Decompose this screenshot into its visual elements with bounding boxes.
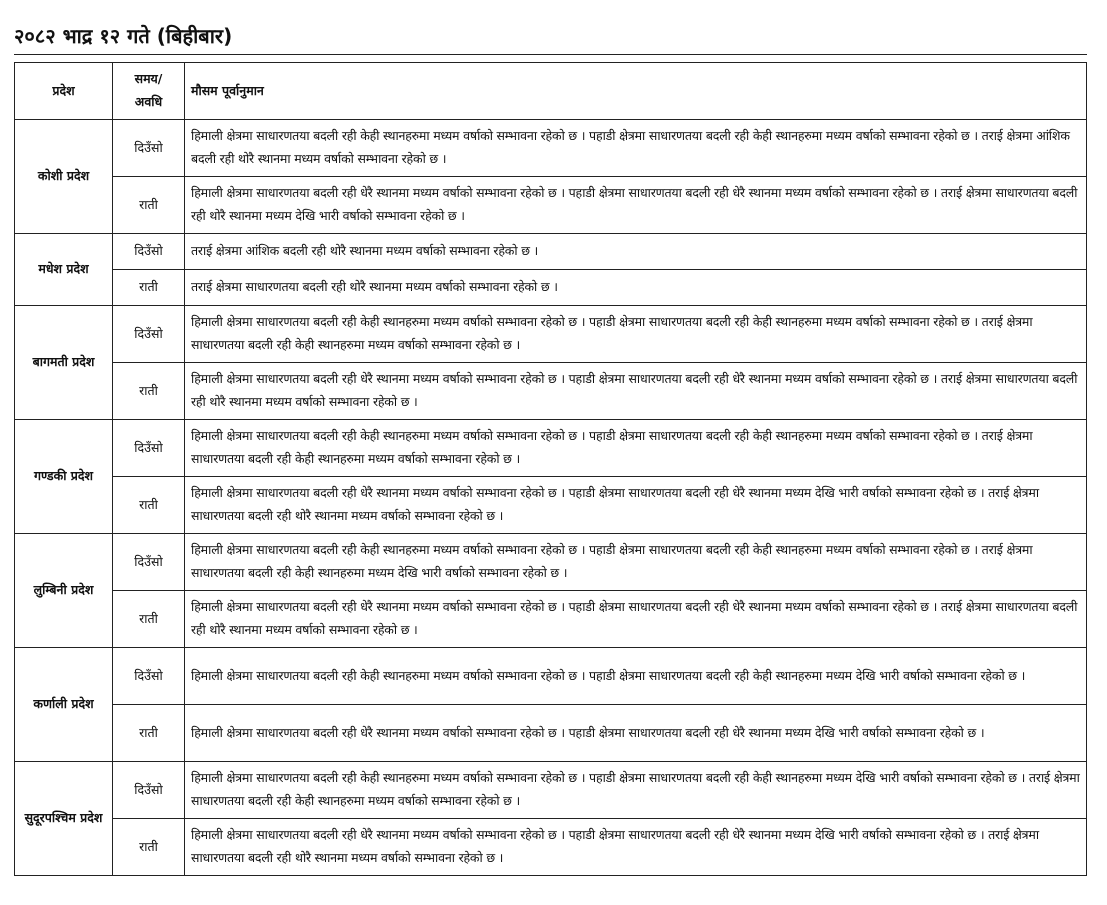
time-period: राती xyxy=(113,270,185,306)
title-divider xyxy=(14,54,1087,55)
province-name: बागमती प्रदेश xyxy=(15,306,113,420)
forecast-text: हिमाली क्षेत्रमा साधारणतया बदली रही धेरै स्थानमा मध्यम वर्षाको सम्भावना रहेको छ । पहाडी क्षेत्रमा साधारणतया बदली रही धेरै स्थानमा मध्यम देखि भारी वर्षाको सम्भावना रहेको छ । तराई क्षेत्रमा साधारणतया बदली रही थोरै स्थानमा मध्यम वर्षाको सम्भावना रहेको छ । xyxy=(185,819,1087,876)
forecast-text: हिमाली क्षेत्रमा साधारणतया बदली रही धेरै स्थानमा मध्यम वर्षाको सम्भावना रहेको छ । पहाडी क्षेत्रमा साधारणतया बदली रही धेरै स्थानमा मध्यम वर्षाको सम्भावना रहेको छ । तराई क्षेत्रमा साधारणतया बदली रही थोरै स्थानमा मध्यम वर्षाको सम्भावना रहेको छ । xyxy=(185,363,1087,420)
table-header-row xyxy=(15,63,1087,120)
table-row xyxy=(15,591,1087,648)
forecast-column-header: मौसम पूर्वानुमान xyxy=(185,63,1087,120)
time-period: दिउँसो xyxy=(113,648,185,705)
time-period: दिउँसो xyxy=(113,120,185,177)
table-row xyxy=(15,234,1087,270)
time-period: राती xyxy=(113,591,185,648)
forecast-text: तराई क्षेत्रमा साधारणतया बदली रही थोरै स्थानमा मध्यम वर्षाको सम्भावना रहेको छ । xyxy=(185,270,1087,306)
page-title: २०८२ भाद्र १२ गते (बिहीबार) xyxy=(14,24,233,48)
table-row xyxy=(15,120,1087,177)
forecast-text: हिमाली क्षेत्रमा साधारणतया बदली रही केही स्थानहरुमा मध्यम वर्षाको सम्भावना रहेको छ । पहाडी क्षेत्रमा साधारणतया बदली रही केही स्थानहरुमा मध्यम वर्षाको सम्भावना रहेको छ । तराई क्षेत्रमा साधारणतया बदली रही केही स्थानहरुमा मध्यम देखि भारी वर्षाको सम्भावना रहेको छ । xyxy=(185,534,1087,591)
table-row xyxy=(15,177,1087,234)
table-row xyxy=(15,534,1087,591)
forecast-text: तराई क्षेत्रमा आंशिक बदली रही थोरै स्थानमा मध्यम वर्षाको सम्भावना रहेको छ । xyxy=(185,234,1087,270)
time-period: राती xyxy=(113,705,185,762)
time-period: दिउँसो xyxy=(113,234,185,270)
table-row xyxy=(15,648,1087,705)
time-period: दिउँसो xyxy=(113,420,185,477)
table-row xyxy=(15,705,1087,762)
forecast-table xyxy=(14,62,1087,876)
table-row xyxy=(15,477,1087,534)
province-name: सुदूरपश्चिम प्रदेश xyxy=(15,762,113,876)
province-name: कोशी प्रदेश xyxy=(15,120,113,234)
time-period: राती xyxy=(113,177,185,234)
province-name: लुम्बिनी प्रदेश xyxy=(15,534,113,648)
forecast-text: हिमाली क्षेत्रमा साधारणतया बदली रही केही स्थानहरुमा मध्यम वर्षाको सम्भावना रहेको छ । पहाडी क्षेत्रमा साधारणतया बदली रही केही स्थानहरुमा मध्यम देखि भारी वर्षाको सम्भावना रहेको छ । xyxy=(185,648,1087,705)
table-row xyxy=(15,762,1087,819)
forecast-text: हिमाली क्षेत्रमा साधारणतया बदली रही धेरै स्थानमा मध्यम वर्षाको सम्भावना रहेको छ । पहाडी क्षेत्रमा साधारणतया बदली रही धेरै स्थानमा मध्यम वर्षाको सम्भावना रहेको छ । तराई क्षेत्रमा साधारणतया बदली रही थोरै स्थानमा मध्यम वर्षाको सम्भावना रहेको छ । xyxy=(185,591,1087,648)
time-period: राती xyxy=(113,477,185,534)
forecast-text: हिमाली क्षेत्रमा साधारणतया बदली रही केही स्थानहरुमा मध्यम वर्षाको सम्भावना रहेको छ । पहाडी क्षेत्रमा साधारणतया बदली रही केही स्थानहरुमा मध्यम वर्षाको सम्भावना रहेको छ । तराई क्षेत्रमा आंशिक बदली रही थोरै स्थानमा मध्यम वर्षाको सम्भावना रहेको छ । xyxy=(185,120,1087,177)
time-period: दिउँसो xyxy=(113,306,185,363)
table-row xyxy=(15,270,1087,306)
time-period: राती xyxy=(113,819,185,876)
province-name: कर्णाली प्रदेश xyxy=(15,648,113,762)
table-row xyxy=(15,819,1087,876)
time-period: दिउँसो xyxy=(113,762,185,819)
forecast-text: हिमाली क्षेत्रमा साधारणतया बदली रही केही स्थानहरुमा मध्यम वर्षाको सम्भावना रहेको छ । पहाडी क्षेत्रमा साधारणतया बदली रही केही स्थानहरुमा मध्यम वर्षाको सम्भावना रहेको छ । तराई क्षेत्रमा साधारणतया बदली रही केही स्थानहरुमा मध्यम वर्षाको सम्भावना रहेको छ । xyxy=(185,306,1087,363)
time-period: दिउँसो xyxy=(113,534,185,591)
province-column-header: प्रदेश xyxy=(15,63,113,120)
forecast-text: हिमाली क्षेत्रमा साधारणतया बदली रही धेरै स्थानमा मध्यम वर्षाको सम्भावना रहेको छ । पहाडी क्षेत्रमा साधारणतया बदली रही धेरै स्थानमा मध्यम देखि भारी वर्षाको सम्भावना रहेको छ । तराई क्षेत्रमा साधारणतया बदली रही थोरै स्थानमा मध्यम वर्षाको सम्भावना रहेको छ । xyxy=(185,477,1087,534)
table-row xyxy=(15,306,1087,363)
province-name: गण्डकी प्रदेश xyxy=(15,420,113,534)
province-name: मधेश प्रदेश xyxy=(15,234,113,306)
table-row xyxy=(15,420,1087,477)
table-row xyxy=(15,363,1087,420)
forecast-text: हिमाली क्षेत्रमा साधारणतया बदली रही केही स्थानहरुमा मध्यम वर्षाको सम्भावना रहेको छ । पहाडी क्षेत्रमा साधारणतया बदली रही केही स्थानहरुमा मध्यम वर्षाको सम्भावना रहेको छ । तराई क्षेत्रमा साधारणतया बदली रही केही स्थानहरुमा मध्यम वर्षाको सम्भावना रहेको छ । xyxy=(185,420,1087,477)
forecast-text: हिमाली क्षेत्रमा साधारणतया बदली रही धेरै स्थानमा मध्यम वर्षाको सम्भावना रहेको छ । पहाडी क्षेत्रमा साधारणतया बदली रही धेरै स्थानमा मध्यम वर्षाको सम्भावना रहेको छ । तराई क्षेत्रमा साधारणतया बदली रही थोरै स्थानमा मध्यम देखि भारी वर्षाको सम्भावना रहेको छ । xyxy=(185,177,1087,234)
forecast-text: हिमाली क्षेत्रमा साधारणतया बदली रही धेरै स्थानमा मध्यम वर्षाको सम्भावना रहेको छ । पहाडी क्षेत्रमा साधारणतया बदली रही धेरै स्थानमा मध्यम देखि भारी वर्षाको सम्भावना रहेको छ । xyxy=(185,705,1087,762)
time-period: राती xyxy=(113,363,185,420)
time-column-header: समय/ अवधि xyxy=(113,63,185,120)
forecast-text: हिमाली क्षेत्रमा साधारणतया बदली रही केही स्थानहरुमा मध्यम वर्षाको सम्भावना रहेको छ । पहाडी क्षेत्रमा साधारणतया बदली रही केही स्थानहरुमा मध्यम देखि भारी वर्षाको सम्भावना रहेको छ । तराई क्षेत्रमा साधारणतया बदली रही केही स्थानहरुमा मध्यम वर्षाको सम्भावना रहेको छ । xyxy=(185,762,1087,819)
